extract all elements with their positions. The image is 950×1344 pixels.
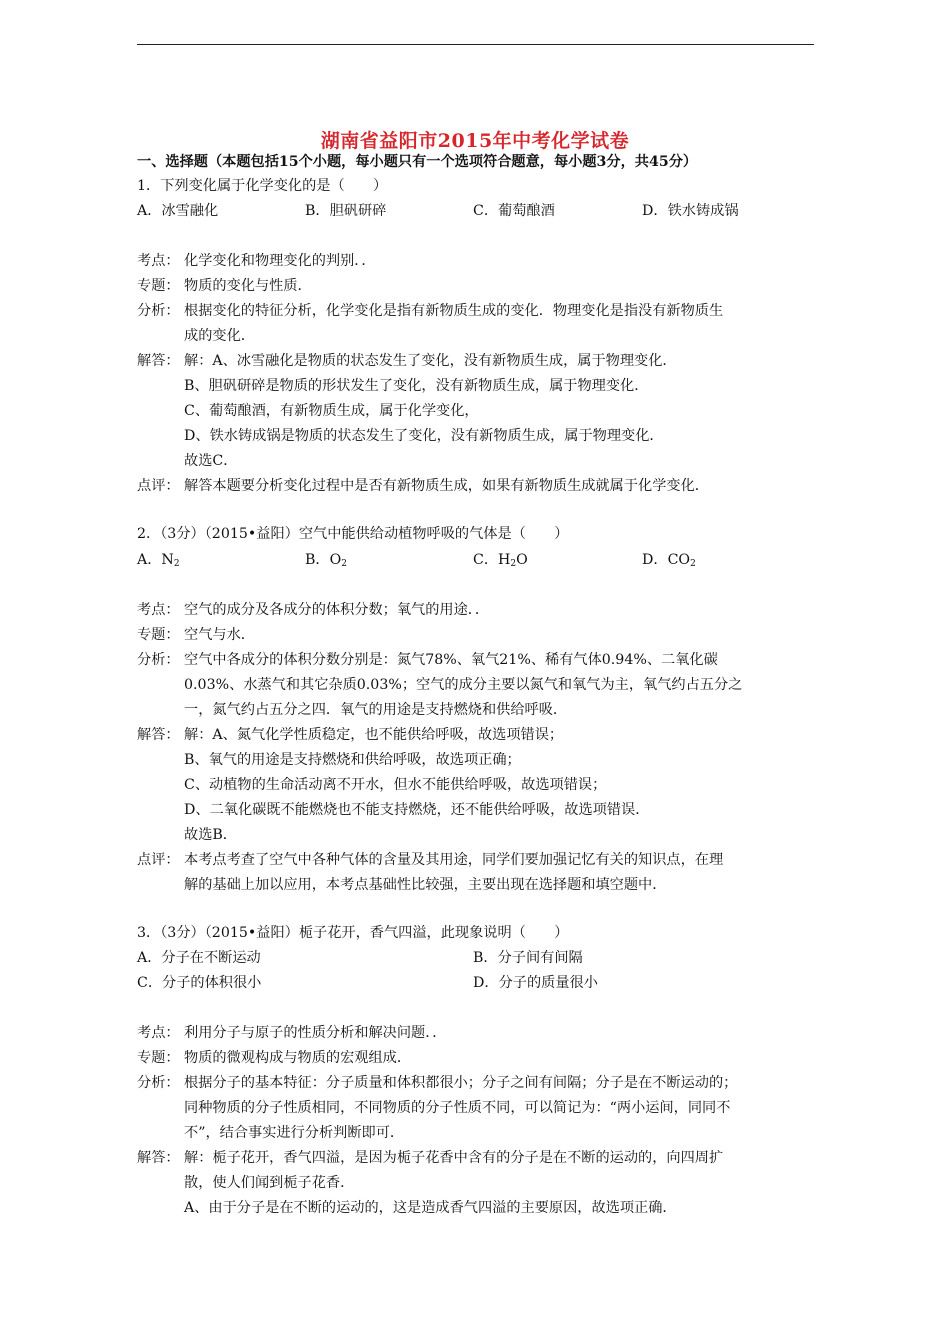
q2-dianping-line: 本考点考查了空气中各种气体的含量及其用途，同学们要加强记忆有关的知识点，在理 xyxy=(184,852,724,868)
q1-jieda-line: 故选C． xyxy=(184,453,238,469)
fenxi-label: 分析： xyxy=(137,1075,180,1091)
q1-fenxi xyxy=(137,301,723,321)
q3-kaodian xyxy=(137,1023,446,1043)
q2-jieda-line: 解：A、氮气化学性质稳定，也不能供给呼吸，故选项错误； xyxy=(184,727,564,743)
zhuanti-label: 专题： xyxy=(137,278,180,294)
q3-option-a: A．分子在不断运动 xyxy=(137,950,261,966)
q2-fenxi xyxy=(137,650,718,670)
q2-option-c: C．$H_2O$ xyxy=(473,552,528,569)
q2-dianping xyxy=(137,850,723,870)
q1-fenxi-line: 成的变化． xyxy=(184,328,255,344)
header-rule xyxy=(137,44,814,45)
q3-zhuanti xyxy=(137,1048,411,1068)
q3-jieda xyxy=(137,1148,723,1168)
q3-jieda-line: 解：栀子花开，香气四溢，是因为栀子花香中含有的分子是在不断的运动的，向四周扩 xyxy=(184,1150,724,1166)
kaodian-label: 考点： xyxy=(137,253,180,269)
q2-dianping-line: 解的基础上加以应用，本考点基础性比较强，主要出现在选择题和填空题中． xyxy=(184,877,667,893)
section-heading: 一、选择题（本题包括15个小题，每小题只有一个选项符合题意，每小题3分，共45分） xyxy=(137,154,698,170)
q2-jieda-line: C、动植物的生命活动离不开水，但水不能供给呼吸，故选项错误； xyxy=(184,777,607,793)
q3-kaodian-text: 利用分子与原子的性质分析和解决问题．． xyxy=(184,1025,447,1041)
jieda-label: 解答： xyxy=(137,1150,180,1166)
dianping-label: 点评： xyxy=(137,852,180,868)
q2-jieda-line: 故选B． xyxy=(184,827,237,843)
q3-zhuanti-text: 物质的微观构成与物质的宏观组成． xyxy=(184,1050,412,1066)
jieda-label: 解答： xyxy=(137,727,180,743)
q2-kaodian xyxy=(137,600,489,620)
q3-jieda-line: 散，使人们闻到栀子花香． xyxy=(184,1175,355,1191)
q2-fenxi-line: 0.03%、水蒸气和其它杂质0.03%；空气的成分主要以氮气和氧气为主，氧气约占五分之 xyxy=(184,677,743,693)
kaodian-label: 考点： xyxy=(137,602,180,618)
dianping-label: 点评： xyxy=(137,478,180,494)
q2-fenxi-line: 空气中各成分的体积分数分别是：氮气78%、氧气21%、稀有气体0.94%、二氧化碳 xyxy=(184,652,718,668)
q1-option-a: A．冰雪融化 xyxy=(137,203,219,219)
q1-fenxi-line: 根据变化的特征分析，化学变化是指有新物质生成的变化．物理变化是指没有新物质生 xyxy=(184,303,724,319)
q1-jieda xyxy=(137,351,677,371)
q2-option-d: D．$CO_2$ xyxy=(642,552,696,569)
kaodian-label: 考点： xyxy=(137,1025,180,1041)
q3-fenxi-line: 同种物质的分子性质相同，不同物质的分子性质不同，可以简记为：“两小运间，同同不 xyxy=(184,1100,731,1116)
q1-kaodian xyxy=(137,251,376,271)
q1-jieda-line: B、胆矾研碎是物质的形状发生了变化，没有新物质生成，属于物理变化． xyxy=(184,378,649,394)
q2-jieda-line: B、氧气的用途是支持燃烧和供给呼吸，故选项正确； xyxy=(184,752,521,768)
q2-option-a: A．$N_2$ xyxy=(137,552,180,569)
fenxi-label: 分析： xyxy=(137,652,180,668)
jieda-label: 解答： xyxy=(137,353,180,369)
q2-jieda-line: D、二氧化碳既不能燃烧也不能支持燃烧，还不能供给呼吸，故选项错误． xyxy=(184,802,650,818)
q2-kaodian-text: 空气的成分及各成分的体积分数；氧气的用途．． xyxy=(184,602,490,618)
q1-option-d: D．铁水铸成锅 xyxy=(642,203,739,219)
q3-option-d: D．分子的质量很小 xyxy=(473,975,598,991)
q1-kaodian-text: 化学变化和物理变化的判别．． xyxy=(184,253,376,269)
q1-option-c: C．葡萄酿酒 xyxy=(473,203,555,219)
q3-option-c: C．分子的体积很小 xyxy=(137,975,262,991)
q3-fenxi xyxy=(137,1073,737,1093)
q1-jieda-line: D、铁水铸成锅是物质的状态发生了变化，没有新物质生成，属于物理变化． xyxy=(184,428,664,444)
page-title: 湖南省益阳市2015年中考化学试卷 xyxy=(320,130,630,152)
q3-jieda-line: A、由于分子是在不断的运动的，这是造成香气四溢的主要原因，故选项正确． xyxy=(184,1200,677,1216)
q2-fenxi-line: 一，氮气约占五分之四．氧气的用途是支持燃烧和供给呼吸． xyxy=(184,702,568,718)
q2-stem: 2．（3分）（2015•益阳）空气中能供给动植物呼吸的气体是（ ） xyxy=(137,526,569,542)
q1-zhuanti xyxy=(137,276,312,296)
q1-option-b: B．胆矾研碎 xyxy=(305,203,387,219)
q2-zhuanti xyxy=(137,625,255,645)
q1-dianping xyxy=(137,476,709,496)
q2-zhuanti-text: 空气与水． xyxy=(184,627,255,643)
q3-option-b: B．分子间有间隔 xyxy=(473,950,583,966)
q3-stem: 3．（3分）（2015•益阳）栀子花开，香气四溢，此现象说明（ ） xyxy=(137,925,569,941)
q2-jieda xyxy=(137,725,563,745)
q1-jieda-line: C、葡萄酿酒，有新物质生成，属于化学变化， xyxy=(184,403,479,419)
q2-option-b: B．$O_2$ xyxy=(305,552,347,569)
q1-dianping-text: 解答本题要分析变化过程中是否有新物质生成，如果有新物质生成就属于化学变化． xyxy=(184,478,709,494)
zhuanti-label: 专题： xyxy=(137,627,180,643)
fenxi-label: 分析： xyxy=(137,303,180,319)
q1-jieda-line: 解：A、冰雪融化是物质的状态发生了变化，没有新物质生成，属于物理变化． xyxy=(184,353,677,369)
q3-fenxi-line: 不”，结合事实进行分析判断即可． xyxy=(184,1125,405,1141)
q1-zhuanti-text: 物质的变化与性质． xyxy=(184,278,312,294)
q3-fenxi-line: 根据分子的基本特征：分子质量和体积都很小；分子之间有间隔；分子是在不断运动的； xyxy=(184,1075,738,1091)
q1-stem: 1．下列变化属于化学变化的是（ ） xyxy=(137,178,388,194)
zhuanti-label: 专题： xyxy=(137,1050,180,1066)
